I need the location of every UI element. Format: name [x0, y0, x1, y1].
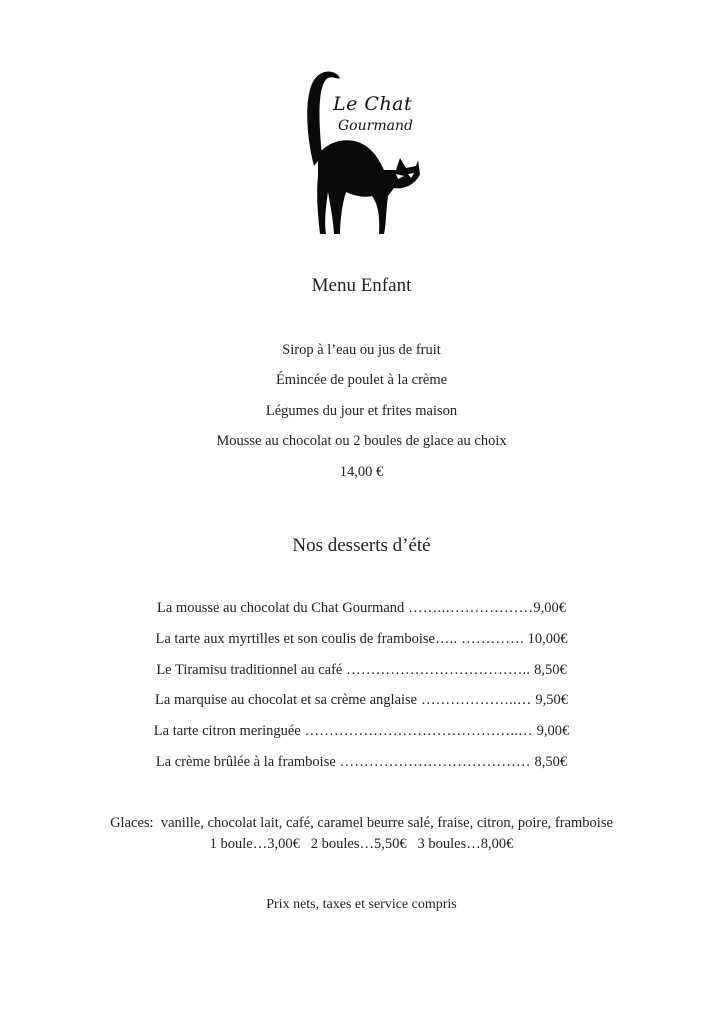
- dessert-leader-dots: ………………..…: [417, 692, 536, 708]
- logo-line-1: Le Chat: [333, 93, 413, 115]
- menu-enfant-item: Sirop à l’eau ou jus de fruit: [282, 342, 441, 358]
- menu-enfant-title: Menu Enfant: [311, 275, 412, 296]
- dessert-name: La crème brûlée à la framboise: [155, 754, 336, 770]
- menu-enfant-item: Émincée de poulet à la crème: [275, 372, 448, 388]
- dessert-leader-dots: ……………………………………..…: [300, 723, 537, 739]
- footer-note: Prix nets, taxes et service compris: [266, 897, 457, 912]
- dessert-row: [0, 662, 723, 679]
- menu-enfant-item: Mousse au chocolat ou 2 boules de glace au choix: [216, 433, 507, 449]
- dessert-price: 10,00€: [527, 631, 568, 647]
- dessert-name: La mousse au chocolat du Chat Gourmand: [157, 600, 405, 616]
- dessert-name: La marquise au chocolat et sa crème anglaise: [155, 692, 418, 708]
- dessert-row: [0, 600, 723, 617]
- glaces-flavors: vanille, chocolat lait, café, caramel beurre salé, fraise, citron, poire, framboise: [160, 815, 613, 831]
- menu-enfant-item: Légumes du jour et frites maison: [265, 403, 458, 419]
- dessert-row: [0, 692, 723, 709]
- black-cat-icon: [300, 66, 425, 238]
- dessert-price: 8,50€: [534, 754, 568, 770]
- dessert-leader-dots: ….. ………….: [434, 631, 528, 647]
- glaces-prices: 1 boule…3,00€ 2 boules…5,50€ 3 boules…8,00€: [209, 836, 514, 852]
- dessert-name: La tarte aux myrtilles et son coulis de framboise: [155, 631, 435, 647]
- glaces-flavors-line: [0, 815, 723, 832]
- dessert-name: La tarte citron meringuée: [153, 723, 301, 739]
- dessert-row: [0, 754, 723, 771]
- logo-line-2: Gourmand: [338, 118, 413, 134]
- dessert-price: 9,00€: [536, 723, 570, 739]
- menu-enfant-price: 14,00 €: [339, 464, 384, 480]
- desserts-title: Nos desserts d’été: [292, 535, 431, 556]
- dessert-row: [0, 631, 723, 648]
- glaces-label: Glaces:: [110, 815, 154, 831]
- dessert-price: 9,50€: [535, 692, 568, 708]
- dessert-price: 9,00€: [533, 600, 566, 616]
- dessert-row: [0, 723, 723, 740]
- dessert-leader-dots: ………………………………..: [342, 662, 535, 678]
- dessert-name: Le Tiramisu traditionnel au café: [156, 662, 343, 678]
- dessert-price: 8,50€: [534, 662, 567, 678]
- dessert-leader-dots: …………………………………: [335, 754, 535, 770]
- dessert-leader-dots: ……..………………: [404, 600, 534, 616]
